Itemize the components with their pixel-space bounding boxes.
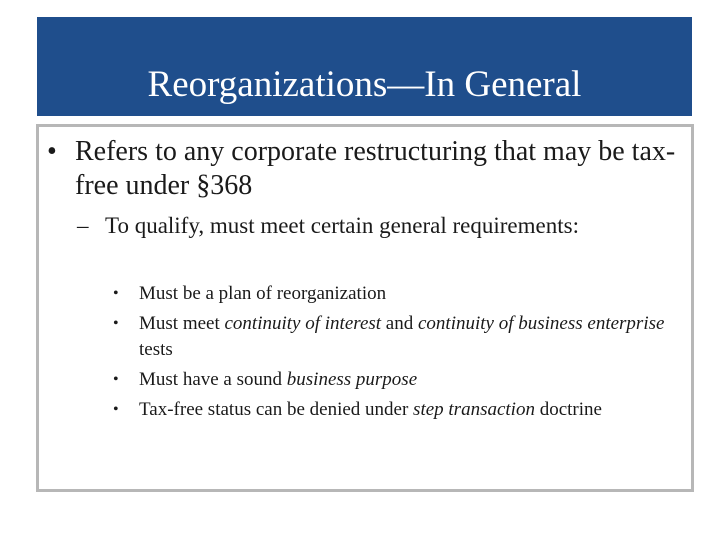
bullet-marker: •: [113, 285, 119, 302]
bullet-level3-text: [139, 397, 673, 423]
bullet-level3-text: [139, 367, 673, 393]
bullet-marker: •: [113, 371, 119, 388]
text-run: Tax-free status can be denied under: [139, 399, 414, 420]
bullet-level3-text: Must be a plan of reorganization: [139, 283, 387, 304]
bullet-level1-text: Refers to any corporate restructuring that may be tax-free under §368: [75, 136, 676, 201]
bullet-marker: •: [113, 315, 119, 332]
bullet-marker: •: [47, 136, 57, 167]
italic-term: business purpose: [286, 369, 418, 390]
bullet-level3-text: [139, 311, 673, 363]
italic-term: continuity of interest: [224, 313, 382, 334]
bullet-level3-item: [113, 397, 673, 423]
text-run: Must meet: [139, 313, 225, 334]
italic-term: continuity of business enterprise: [417, 313, 665, 334]
bullet-level2-text: To qualify, must meet certain general requirements:: [105, 213, 579, 238]
text-run: Must have a sound: [139, 369, 287, 390]
bullet-level3-item: [113, 281, 673, 307]
title-bar: [37, 17, 692, 116]
bullet-level3-item: [113, 367, 673, 393]
text-run: and: [381, 313, 418, 334]
bullet-marker: •: [113, 401, 119, 418]
bullet-level2: [77, 211, 677, 241]
dash-marker: –: [77, 213, 89, 238]
bullet-level1: [47, 135, 687, 203]
text-run: doctrine: [534, 399, 602, 420]
italic-term: step transaction: [413, 399, 535, 420]
text-run: tests: [139, 339, 173, 360]
slide-title: Reorganizations—In General: [147, 64, 582, 105]
bullet-level3-item: [113, 311, 673, 363]
content-box: [36, 124, 694, 492]
